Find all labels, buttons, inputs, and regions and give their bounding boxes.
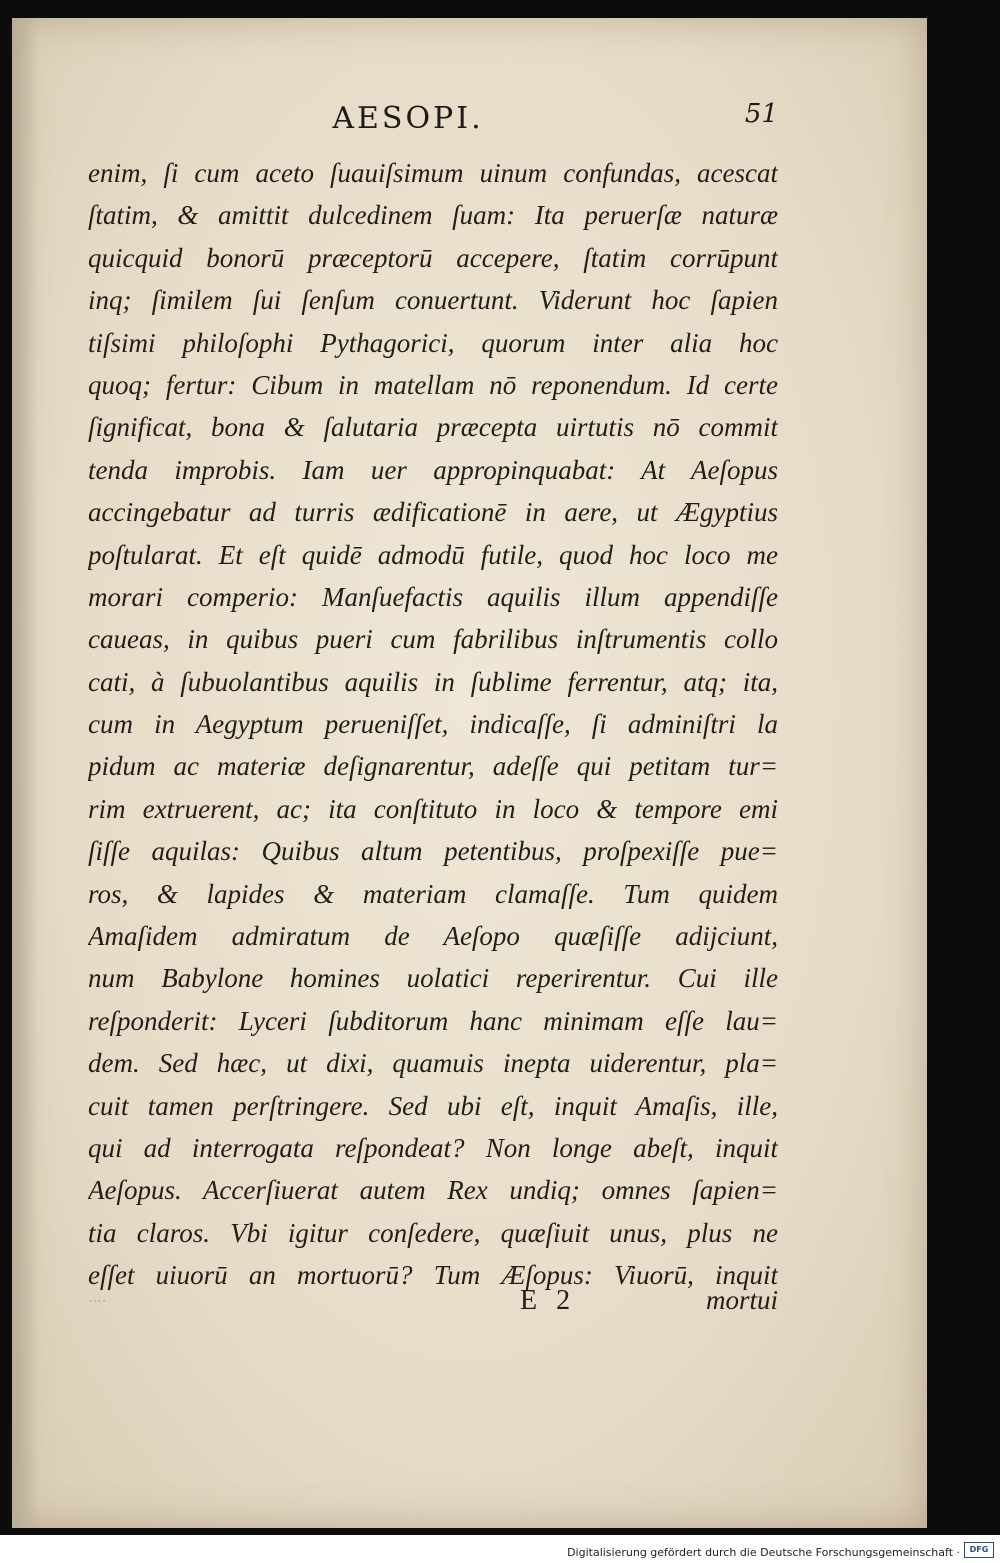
text-line: ros, & lapides & materiam clamaſſe. Tum quidem	[88, 878, 778, 909]
body-text	[88, 152, 778, 1297]
text-line: tia claros. Vbi igitur conſedere, quæſiuit unus, plus ne	[88, 1217, 778, 1248]
text-line: Amaſidem admiratum de Aeſopo quæſiſſe adijciunt,	[88, 921, 778, 952]
text-line: tiſsimi philoſophi Pythagorici, quorum inter alia hoc	[88, 327, 778, 358]
text-line: reſponderit: Lyceri ſubditorum hanc minimam eſſe lau=	[88, 1005, 778, 1036]
page-footer	[88, 1285, 778, 1325]
dfg-logo-icon: DFG	[964, 1542, 994, 1558]
text-line: pidum ac materiæ deſignarentur, adeſſe qui petitam tur=	[88, 751, 778, 782]
text-line: cum in Aegyptum perueniſſet, indicaſſe, ſi adminiſtri la	[88, 709, 778, 740]
digitization-credit: Digitalisierung gefördert durch die Deutsche Forschungsgemeinschaft ·	[567, 1546, 960, 1559]
catchword: mortui	[705, 1285, 778, 1315]
text-line: ſignificat, bona & ſalutaria præcepta uirtutis nō commit	[88, 412, 778, 443]
page-gutter-shadow	[12, 18, 38, 1528]
text-line: caueas, in quibus pueri cum fabrilibus inſtrumentis collo	[88, 624, 778, 655]
text-line: rim extruerent, ac; ita conſtituto in loco & tempore emi	[88, 793, 778, 824]
signature-mark: E 2	[520, 1285, 577, 1316]
text-line: accingebatur ad turris ædificationē in aere, ut Ægyptius	[88, 497, 778, 528]
text-line: cuit tamen perſtringere. Sed ubi eſt, inquit Amaſis, ille,	[88, 1090, 778, 1121]
running-head: AESOPI.	[332, 101, 484, 136]
text-line: ſtatim, & amittit dulcedinem ſuam: Ita peruerſæ naturæ	[88, 200, 778, 231]
text-line: dem. Sed hæc, ut dixi, quamuis inepta uiderentur, pla=	[88, 1048, 778, 1079]
text-line: poſtularat. Et eſt quidē admodū futile, quod hoc loco me	[88, 539, 778, 570]
page-header	[0, 95, 1000, 145]
text-line: inq; ſimilem ſui ſenſum conuertunt. Viderunt hoc ſapien	[88, 285, 778, 316]
text-line: qui ad interrogata reſpondeat? Non longe abeſt, inquit	[88, 1132, 778, 1163]
page-number: 51	[744, 99, 778, 129]
text-line: Aeſopus. Accerſiuerat autem Rex undiq; omnes ſapien=	[88, 1175, 778, 1206]
text-line: enim, ſi cum aceto ſuauiſsimum uinum confundas, acescat	[88, 158, 778, 188]
text-line: quicquid bonorū præceptorū accepere, ſtatim corrūpunt	[88, 242, 778, 273]
text-line: eſſet uiuorū an mortuorū? Tum Æſopus: Viuorū, inquit	[88, 1260, 778, 1291]
ink-smudge: ····	[88, 1291, 106, 1311]
text-line: quoq; fertur: Cibum in matellam nō reponendum. Id certe	[88, 369, 778, 400]
text-line: tenda improbis. Iam uer appropinquabat: At Aeſopus	[88, 454, 778, 485]
text-line: num Babylone homines uolatici reperirentur. Cui ille	[88, 963, 778, 994]
text-line: ſiſſe aquilas: Quibus altum petentibus, proſpexiſſe pue=	[88, 836, 778, 867]
text-line: morari comperio: Manſuefactis aquilis illum appendiſſe	[88, 581, 778, 612]
text-line: cati, à ſubuolantibus aquilis in ſublime ferrentur, atq; ita,	[88, 666, 778, 697]
credit-bar	[0, 1535, 1000, 1563]
